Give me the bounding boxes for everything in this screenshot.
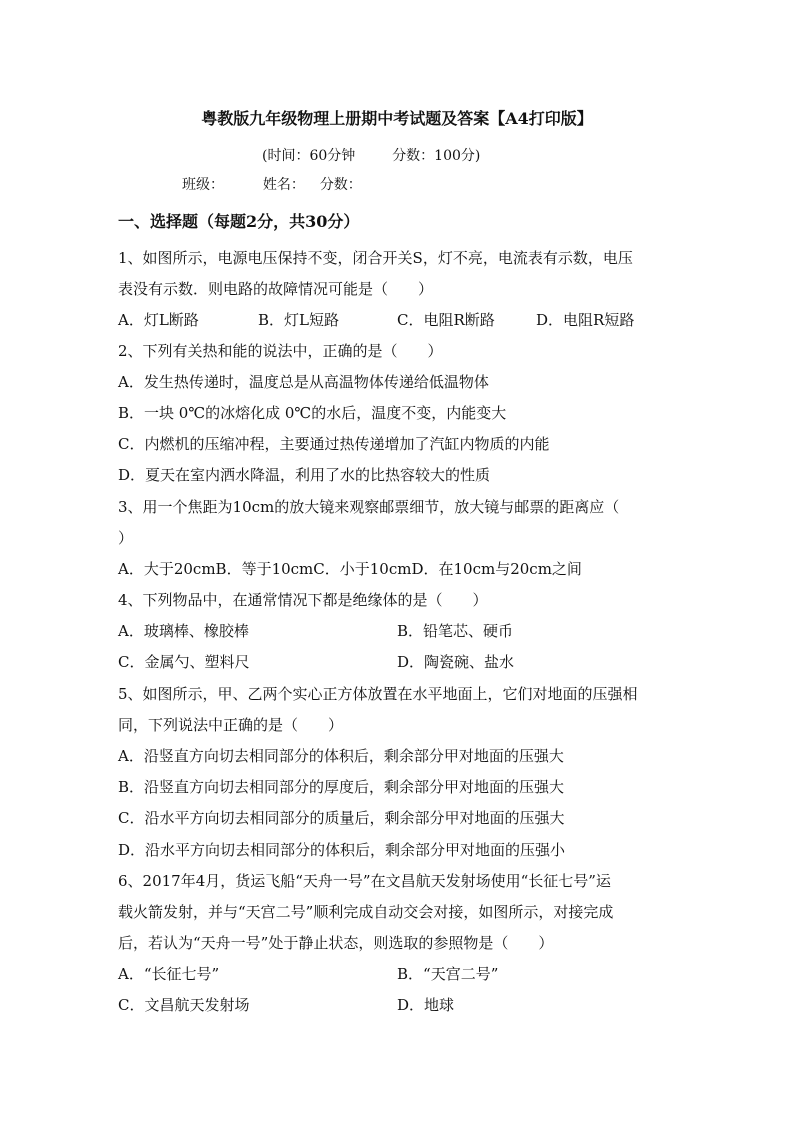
q5-option-c: C．沿水平方向切去相同部分的质量后，剩余部分甲对地面的压强大 bbox=[118, 809, 565, 827]
q6-option-d: D．地球 bbox=[397, 996, 455, 1014]
question-1-line-2: 表没有示数．则电路的故障情况可能是（ ） bbox=[118, 280, 434, 298]
q4-option-a: A．玻璃棒、橡胶棒 bbox=[118, 622, 249, 640]
question-6-line-3: 后，若认为“天舟一号”处于静止状态，则选取的参照物是（ ） bbox=[118, 934, 554, 952]
question-4-stem: 4、下列物品中，在通常情况下都是绝缘体的是（ ） bbox=[118, 591, 488, 609]
q2-option-b: B．一块 0℃的冰熔化成 0℃的水后，温度不变，内能变大 bbox=[118, 404, 507, 422]
q1-option-b: B．灯L短路 bbox=[258, 311, 339, 329]
question-5-line-1: 5、如图所示，甲、乙两个实心正方体放置在水平地面上，它们对地面的压强相 bbox=[118, 685, 638, 703]
q5-option-a: A．沿竖直方向切去相同部分的体积后，剩余部分甲对地面的压强大 bbox=[118, 747, 564, 765]
q4-option-c: C．金属勺、塑料尺 bbox=[118, 653, 250, 671]
question-3-line-2: ） bbox=[118, 529, 134, 547]
question-6-line-2: 载火箭发射，并与“天宫二号”顺利完成自动交会对接，如图所示，对接完成 bbox=[118, 903, 614, 921]
question-3-line-1: 3、用一个焦距为10cm的放大镜来观察邮票细节，放大镜与邮票的距离应（ bbox=[118, 498, 620, 516]
exam-info bbox=[262, 145, 480, 165]
question-2-stem: 2、下列有关热和能的说法中，正确的是（ ） bbox=[118, 342, 443, 360]
q1-option-d: D．电阻R短路 bbox=[536, 311, 635, 329]
q1-option-a: A．灯L断路 bbox=[118, 311, 199, 329]
section-heading: 一、选择题（每题2分，共30分） bbox=[118, 212, 360, 231]
name-label: 姓名： bbox=[262, 177, 305, 193]
question-6-line-1: 6、2017年4月，货运飞船“天舟一号”在文昌航天发射场使用“长征七号”运 bbox=[118, 872, 611, 890]
q1-option-c: C．电阻R断路 bbox=[397, 311, 495, 329]
q6-option-c: C．文昌航天发射场 bbox=[118, 996, 250, 1014]
q5-option-d: D．沿水平方向切去相同部分的体积后，剩余部分甲对地面的压强小 bbox=[118, 841, 566, 859]
exam-time: (时间：60分钟 bbox=[262, 148, 356, 164]
question-1-line-1: 1、如图所示，电源电压保持不变，闭合开关S，灯不亮，电流表有示数，电压 bbox=[118, 249, 633, 267]
q4-option-b: B．铅笔芯、硬币 bbox=[397, 622, 514, 640]
q4-option-d: D．陶瓷碗、盐水 bbox=[397, 653, 515, 671]
q2-option-c: C．内燃机的压缩冲程，主要通过热传递增加了汽缸内物质的内能 bbox=[118, 435, 550, 453]
q2-option-d: D．夏天在室内洒水降温，利用了水的比热容较大的性质 bbox=[118, 466, 491, 484]
question-5-line-2: 同，下列说法中正确的是（ ） bbox=[118, 716, 344, 734]
q6-option-b: B．“天宫二号” bbox=[397, 965, 499, 983]
q2-option-a: A．发生热传递时，温度总是从高温物体传递给低温物体 bbox=[118, 373, 489, 391]
q3-options: A．大于20cmB．等于10cmC．小于10cmD．在10cm与20cm之间 bbox=[118, 560, 582, 578]
q6-option-a: A．“长征七号” bbox=[118, 965, 220, 983]
student-info bbox=[182, 174, 362, 194]
points-label: 分数： bbox=[319, 177, 362, 193]
q5-option-b: B．沿竖直方向切去相同部分的厚度后，剩余部分甲对地面的压强大 bbox=[118, 778, 565, 796]
class-label: 班级： bbox=[182, 177, 224, 193]
page-title: 粤教版九年级物理上册期中考试题及答案【A4打印版】 bbox=[201, 109, 593, 128]
exam-score: 分数：100分) bbox=[392, 148, 481, 164]
